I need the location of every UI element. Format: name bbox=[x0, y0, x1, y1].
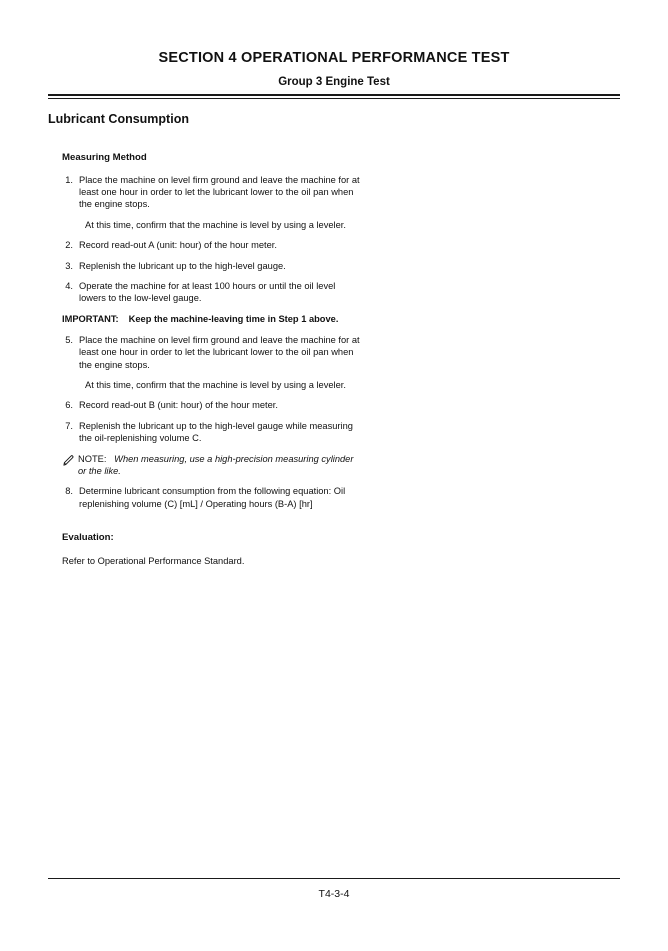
pencil-icon bbox=[62, 453, 78, 470]
list-item-number: 1. bbox=[65, 174, 73, 185]
list-item bbox=[62, 485, 362, 510]
note-text: When measuring, use a high-precision measuring cylinder or the like. bbox=[78, 453, 354, 476]
list-item-text: Place the machine on level firm ground and leave the machine for at least one hour in order to let the lubricant lower to the oil pan when the engine stops. bbox=[79, 174, 360, 210]
list-item-number: 3. bbox=[65, 260, 73, 271]
page-number: T4-3-4 bbox=[318, 888, 350, 900]
page-header bbox=[48, 50, 620, 99]
list-item-text: Place the machine on level firm ground and leave the machine for at least one hour in order to let the lubricant lower to the oil pan when the engine stops. bbox=[79, 334, 360, 370]
list-item-number: 5. bbox=[65, 334, 73, 345]
list-item bbox=[62, 174, 362, 211]
note-callout bbox=[62, 453, 362, 478]
note-body bbox=[78, 453, 362, 478]
document-title: SECTION 4 OPERATIONAL PERFORMANCE TEST bbox=[158, 50, 510, 66]
list-item-number: 7. bbox=[65, 420, 73, 431]
list-item bbox=[62, 239, 362, 251]
list-item-number: 6. bbox=[65, 400, 73, 411]
list-item-number: 2. bbox=[65, 240, 73, 251]
header-divider bbox=[48, 94, 620, 99]
list-item bbox=[62, 420, 362, 445]
evaluation-text: Refer to Operational Performance Standard. bbox=[62, 555, 245, 566]
footer-divider bbox=[48, 878, 620, 879]
list-item bbox=[62, 280, 362, 305]
list-item-number: 8. bbox=[65, 486, 73, 497]
list-item-text: Determine lubricant consumption from the following equation: Oil replenishing volume (C) [mL] / Operating hours (B-A) [hr] bbox=[79, 486, 346, 509]
evaluation-heading: Evaluation: bbox=[62, 531, 114, 543]
list-item-text: Record read-out B (unit: hour) of the hour meter. bbox=[79, 400, 278, 411]
list-item bbox=[62, 260, 362, 272]
list-item-text: Record read-out A (unit: hour) of the hour meter. bbox=[79, 240, 277, 251]
list-item-text: Replenish the lubricant up to the high-level gauge while measuring the oil-replenishing volume C. bbox=[79, 420, 353, 444]
page-title: Lubricant Consumption bbox=[48, 112, 189, 126]
important-text: Keep the machine-leaving time in Step 1 above. bbox=[128, 313, 339, 324]
measuring-method-heading: Measuring Method bbox=[62, 152, 147, 163]
level-confirm-note-2: At this time, confirm that the machine is level by using a leveler. bbox=[85, 380, 346, 391]
important-callout bbox=[62, 313, 362, 325]
note-label: NOTE: bbox=[78, 453, 107, 464]
level-confirm-note-1: At this time, confirm that the machine is level by using a leveler. bbox=[85, 219, 346, 230]
list-item-text: Operate the machine for at least 100 hours or until the oil level lowers to the low-level gauge. bbox=[79, 280, 336, 304]
list-item-number: 4. bbox=[65, 280, 73, 291]
list-item bbox=[62, 334, 362, 371]
list-item-text: Replenish the lubricant up to the high-level gauge. bbox=[79, 260, 286, 271]
content-body bbox=[62, 152, 362, 567]
list-item bbox=[62, 399, 362, 411]
important-label: IMPORTANT: bbox=[62, 313, 119, 324]
document-subtitle: Group 3 Engine Test bbox=[278, 76, 390, 88]
